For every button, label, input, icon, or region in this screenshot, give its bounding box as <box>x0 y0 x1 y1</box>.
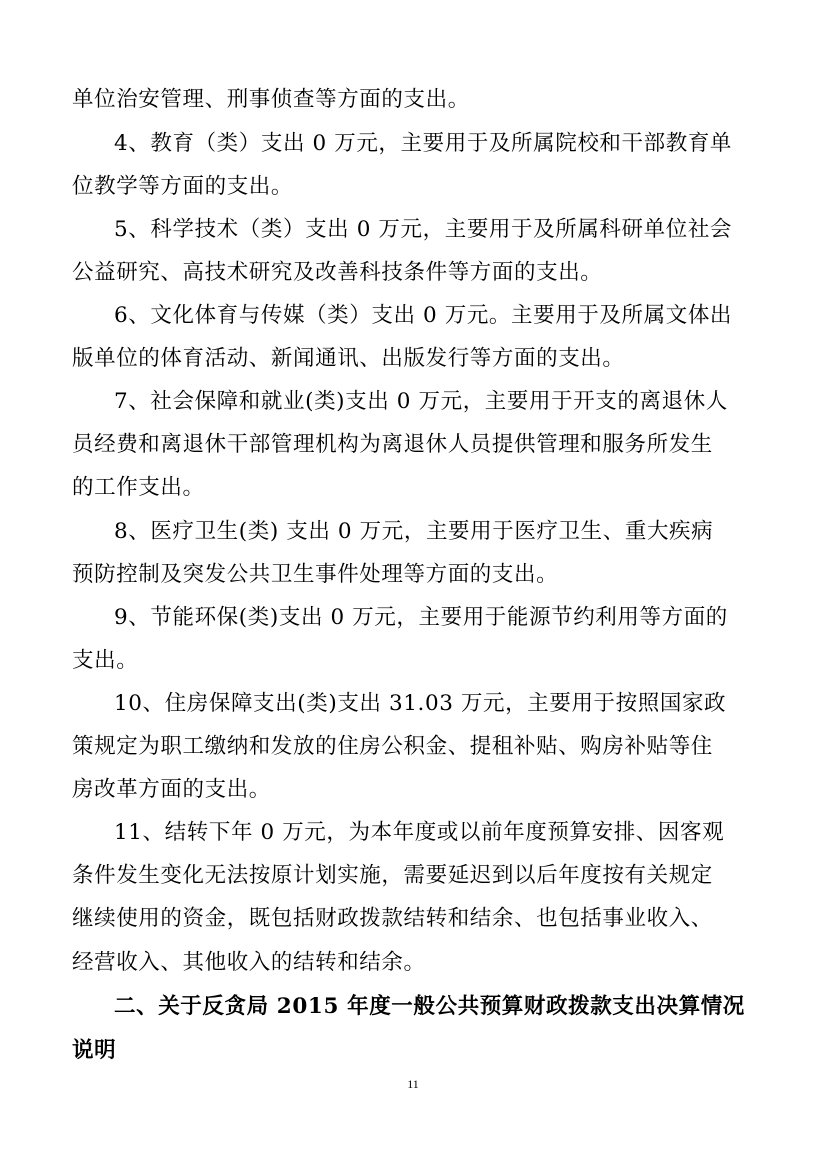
item-5-line: 5、科学技术（类）支出 0 万元，主要用于及所属科研单位社会 <box>114 217 733 242</box>
text-line: 预防控制及突发公共卫生事件处理等方面的支出。 <box>72 562 559 587</box>
page-number: 11 <box>407 1077 419 1091</box>
text-line: 位教学等方面的支出。 <box>72 174 294 199</box>
text-line: 版单位的体育活动、新闻通讯、出版发行等方面的支出。 <box>72 346 625 371</box>
text-line: 继续使用的资金，既包括财政拨款结转和结余、也包括事业收入、 <box>72 906 713 931</box>
section-heading-continued: 说明 <box>72 1038 117 1063</box>
text-line: 经营收入、其他收入的结转和结余。 <box>72 950 426 975</box>
text-line: 的工作支出。 <box>72 475 205 500</box>
text-line: 策规定为职工缴纳和发放的住房公积金、提租补贴、购房补贴等住 <box>72 734 713 759</box>
text-line: 单位治安管理、刑事侦查等方面的支出。 <box>72 87 470 112</box>
item-6-line: 6、文化体育与传媒（类）支出 0 万元。主要用于及所属文体出 <box>114 303 733 328</box>
item-8-line: 8、医疗卫生(类) 支出 0 万元，主要用于医疗卫生、重大疾病 <box>114 519 714 544</box>
item-11-line: 11、结转下年 0 万元，为本年度或以前年度预算安排、因客观 <box>114 820 725 845</box>
item-9-line: 9、节能环保(类)支出 0 万元，主要用于能源节约利用等方面的 <box>114 605 728 630</box>
item-4-line: 4、教育（类）支出 0 万元，主要用于及所属院校和干部教育单 <box>114 131 733 156</box>
text-line: 支出。 <box>72 648 139 673</box>
item-10-line: 10、住房保障支出(类)支出 31.03 万元，主要用于按照国家政 <box>114 691 727 716</box>
item-7-line: 7、社会保障和就业(类)支出 0 万元，主要用于开支的离退休人 <box>114 389 728 414</box>
text-line: 公益研究、高技术研究及改善科技条件等方面的支出。 <box>72 260 603 285</box>
text-line: 员经费和离退休干部管理机构为离退休人员提供管理和服务所发生 <box>72 432 713 457</box>
text-line: 条件发生变化无法按原计划实施，需要延迟到以后年度按有关规定 <box>72 863 713 888</box>
text-line: 房改革方面的支出。 <box>72 777 271 802</box>
section-heading: 二、关于反贪局 2015 年度一般公共预算财政拨款支出决算情况 <box>114 994 745 1019</box>
